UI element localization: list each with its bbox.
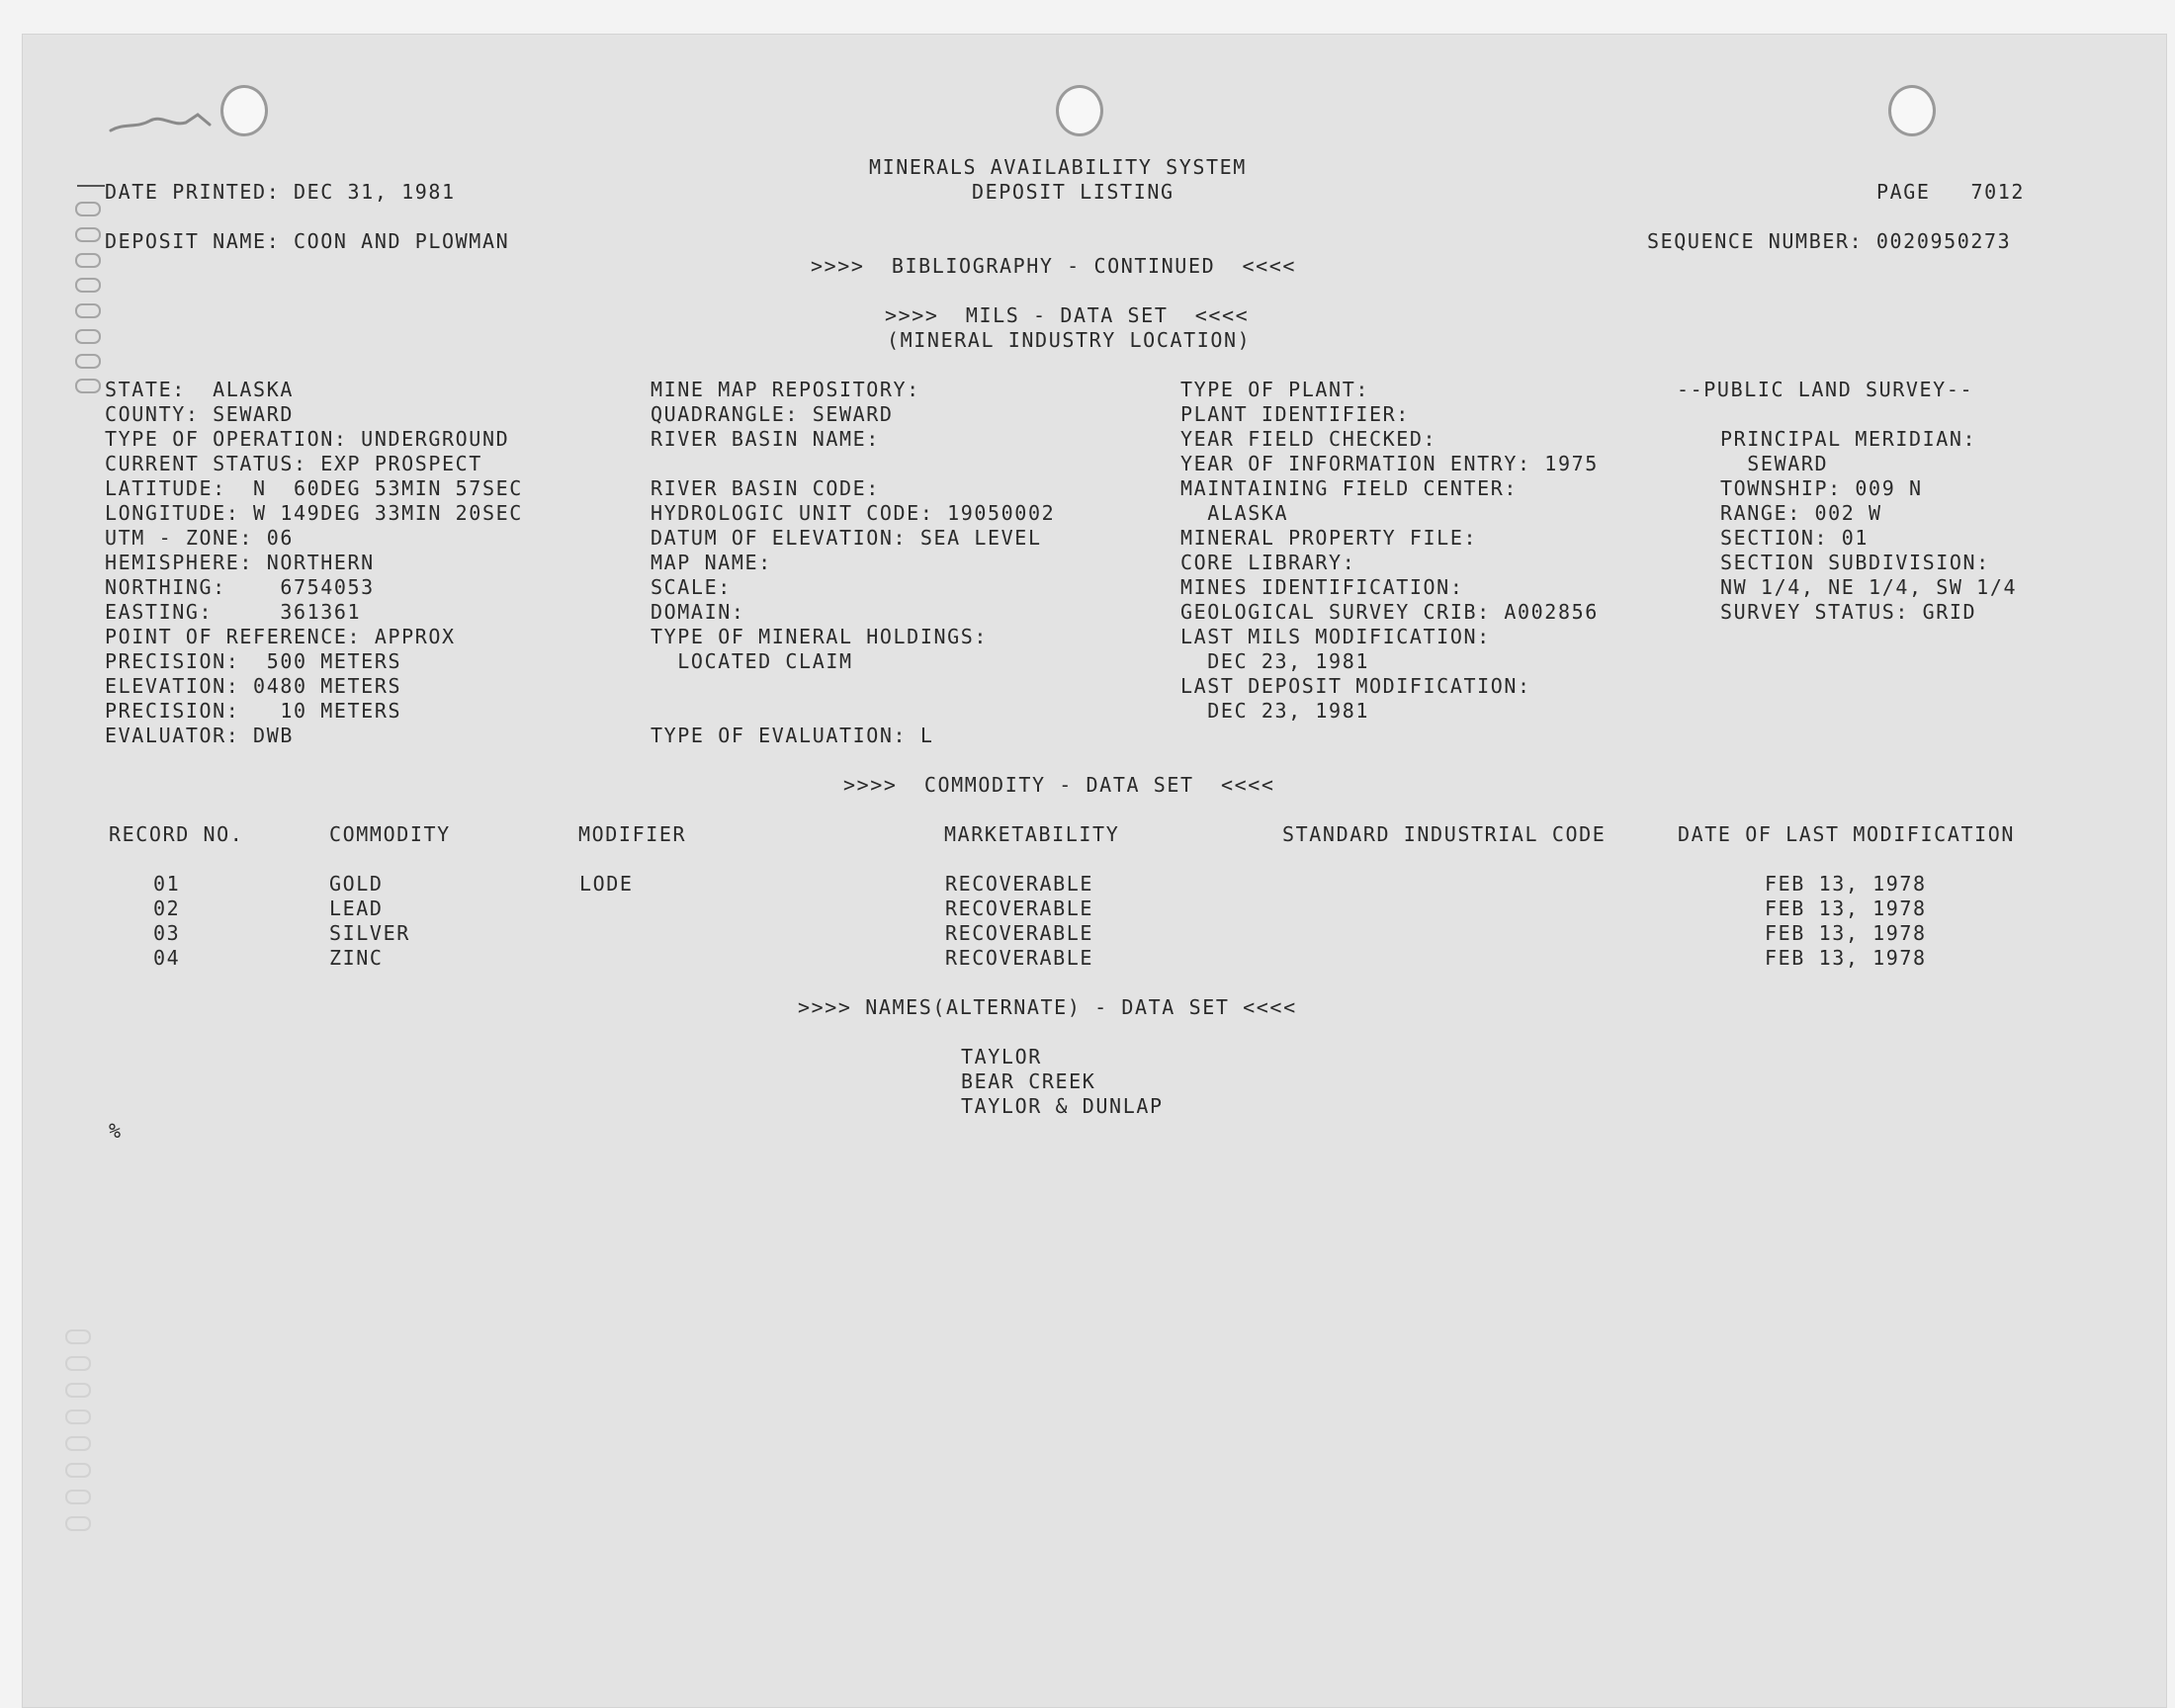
mils-field: TYPE OF OPERATION: UNDERGROUND: [105, 427, 510, 451]
mils-field: RIVER BASIN NAME:: [651, 427, 880, 451]
land-survey-field: NW 1/4, NE 1/4, SW 1/4: [1720, 575, 2018, 599]
mils-field: MINERAL PROPERTY FILE:: [1180, 526, 1478, 550]
mils-field: PRECISION: 500 METERS: [105, 649, 402, 673]
land-survey-field: TOWNSHIP: 009 N: [1720, 476, 1923, 500]
mils-field: PRECISION: 10 METERS: [105, 699, 402, 723]
mils-field: TYPE OF MINERAL HOLDINGS:: [651, 625, 989, 648]
bibliography-heading: >>>> BIBLIOGRAPHY - CONTINUED <<<<: [811, 254, 1297, 278]
table-cell-marketability: RECOVERABLE: [945, 872, 1094, 896]
table-cell-date: FEB 13, 1978: [1765, 946, 1927, 970]
column-header-marketability: MARKETABILITY: [944, 822, 1120, 846]
table-cell-commodity: SILVER: [329, 921, 410, 945]
mils-field: DOMAIN:: [651, 600, 745, 624]
table-cell-marketability: RECOVERABLE: [945, 946, 1094, 970]
system-title: MINERALS AVAILABILITY SYSTEM: [869, 155, 1247, 179]
mils-field: TYPE OF PLANT:: [1180, 378, 1369, 401]
mils-field: PLANT IDENTIFIER:: [1180, 402, 1410, 426]
sequence-number: SEQUENCE NUMBER: 0020950273: [1647, 229, 2012, 253]
table-cell-commodity: LEAD: [329, 897, 384, 920]
land-survey-field: SEWARD: [1720, 452, 1829, 475]
date-printed: DATE PRINTED: DEC 31, 1981: [105, 180, 456, 204]
table-cell-record: 04: [153, 946, 181, 970]
feed-mark-faint: [65, 1463, 91, 1478]
mils-field: CORE LIBRARY:: [1180, 551, 1356, 574]
mils-field: LAST MILS MODIFICATION:: [1180, 625, 1491, 648]
feed-mark-faint: [65, 1490, 91, 1504]
table-cell-record: 02: [153, 897, 181, 920]
land-survey-field: SECTION SUBDIVISION:: [1720, 551, 1990, 574]
table-cell-commodity: ZINC: [329, 946, 384, 970]
table-cell-modifier: LODE: [579, 872, 634, 896]
land-survey-heading: --PUBLIC LAND SURVEY--: [1677, 378, 1974, 401]
alternate-name: TAYLOR: [961, 1045, 1042, 1068]
table-cell-date: FEB 13, 1978: [1765, 921, 1927, 945]
feed-mark-faint: [65, 1329, 91, 1344]
mils-field: SCALE:: [651, 575, 732, 599]
alternate-name: BEAR CREEK: [961, 1069, 1096, 1093]
column-header-date: DATE OF LAST MODIFICATION: [1678, 822, 2016, 846]
feed-mark-faint: [65, 1356, 91, 1371]
page-number: PAGE 7012: [1876, 180, 2026, 204]
mils-field: GEOLOGICAL SURVEY CRIB: A002856: [1180, 600, 1599, 624]
feed-mark: [75, 354, 101, 369]
mils-field: POINT OF REFERENCE: APPROX: [105, 625, 456, 648]
mils-field: DATUM OF ELEVATION: SEA LEVEL: [651, 526, 1042, 550]
mils-field: CURRENT STATUS: EXP PROSPECT: [105, 452, 482, 475]
feed-mark: [75, 202, 101, 216]
column-header-sic: STANDARD INDUSTRIAL CODE: [1282, 822, 1607, 846]
mils-heading: >>>> MILS - DATA SET <<<<: [885, 303, 1250, 327]
mils-field: HEMISPHERE: NORTHERN: [105, 551, 375, 574]
table-cell-marketability: RECOVERABLE: [945, 897, 1094, 920]
feed-mark: [75, 278, 101, 293]
alternate-name: TAYLOR & DUNLAP: [961, 1094, 1164, 1118]
land-survey-field: PRINCIPAL MERIDIAN:: [1720, 427, 1977, 451]
land-survey-field: SECTION: 01: [1720, 526, 1870, 550]
pen-scribble: [107, 105, 216, 136]
mils-field: LONGITUDE: W 149DEG 33MIN 20SEC: [105, 501, 523, 525]
mils-field: QUADRANGLE: SEWARD: [651, 402, 894, 426]
table-cell-record: 03: [153, 921, 181, 945]
feed-mark: [75, 303, 101, 318]
deposit-name: DEPOSIT NAME: COON AND PLOWMAN: [105, 229, 510, 253]
mils-field: RIVER BASIN CODE:: [651, 476, 880, 500]
mils-field: COUNTY: SEWARD: [105, 402, 294, 426]
mils-field: LATITUDE: N 60DEG 53MIN 57SEC: [105, 476, 523, 500]
margin-tick: [77, 185, 105, 187]
mils-field: ELEVATION: 0480 METERS: [105, 674, 402, 698]
table-cell-date: FEB 13, 1978: [1765, 897, 1927, 920]
mils-field: YEAR OF INFORMATION ENTRY: 1975: [1180, 452, 1599, 475]
mils-field: LAST DEPOSIT MODIFICATION:: [1180, 674, 1531, 698]
column-header-commodity: COMMODITY: [329, 822, 451, 846]
mils-field: EVALUATOR: DWB: [105, 724, 294, 747]
mils-field: DEC 23, 1981: [1180, 699, 1369, 723]
mils-field: TYPE OF EVALUATION: L: [651, 724, 934, 747]
mils-subheading: (MINERAL INDUSTRY LOCATION): [887, 328, 1252, 352]
listing-title: DEPOSIT LISTING: [972, 180, 1174, 204]
mils-field: HYDROLOGIC UNIT CODE: 19050002: [651, 501, 1056, 525]
mils-field: MAP NAME:: [651, 551, 772, 574]
mils-field: MAINTAINING FIELD CENTER:: [1180, 476, 1519, 500]
mils-field: MINE MAP REPOSITORY:: [651, 378, 920, 401]
mils-field: MINES IDENTIFICATION:: [1180, 575, 1464, 599]
mils-field: UTM - ZONE: 06: [105, 526, 294, 550]
table-cell-marketability: RECOVERABLE: [945, 921, 1094, 945]
mils-field: STATE: ALASKA: [105, 378, 294, 401]
table-cell-commodity: GOLD: [329, 872, 384, 896]
binder-hole-right: [1888, 85, 1936, 136]
printout-sheet: [22, 34, 2167, 1708]
names-heading: >>>> NAMES(ALTERNATE) - DATA SET <<<<: [798, 995, 1297, 1019]
table-cell-date: FEB 13, 1978: [1765, 872, 1927, 896]
feed-mark-faint: [65, 1436, 91, 1451]
feed-mark-faint: [65, 1516, 91, 1531]
binder-hole-center: [1056, 85, 1103, 136]
mils-field: LOCATED CLAIM: [651, 649, 853, 673]
commodity-heading: >>>> COMMODITY - DATA SET <<<<: [843, 773, 1275, 797]
feed-mark-faint: [65, 1409, 91, 1424]
feed-mark: [75, 253, 101, 268]
feed-mark: [75, 379, 101, 393]
column-header-record: RECORD NO.: [109, 822, 244, 846]
mils-field: ALASKA: [1180, 501, 1289, 525]
binder-hole-left: [220, 85, 268, 136]
land-survey-field: SURVEY STATUS: GRID: [1720, 600, 1977, 624]
feed-mark-faint: [65, 1383, 91, 1398]
table-cell-record: 01: [153, 872, 181, 896]
mils-field: YEAR FIELD CHECKED:: [1180, 427, 1437, 451]
feed-mark: [75, 227, 101, 242]
mils-field: DEC 23, 1981: [1180, 649, 1369, 673]
mils-field: NORTHING: 6754053: [105, 575, 375, 599]
land-survey-field: RANGE: 002 W: [1720, 501, 1882, 525]
column-header-modifier: MODIFIER: [578, 822, 687, 846]
mils-field: EASTING: 361361: [105, 600, 362, 624]
end-of-record-mark: %: [109, 1119, 123, 1143]
feed-mark: [75, 329, 101, 344]
